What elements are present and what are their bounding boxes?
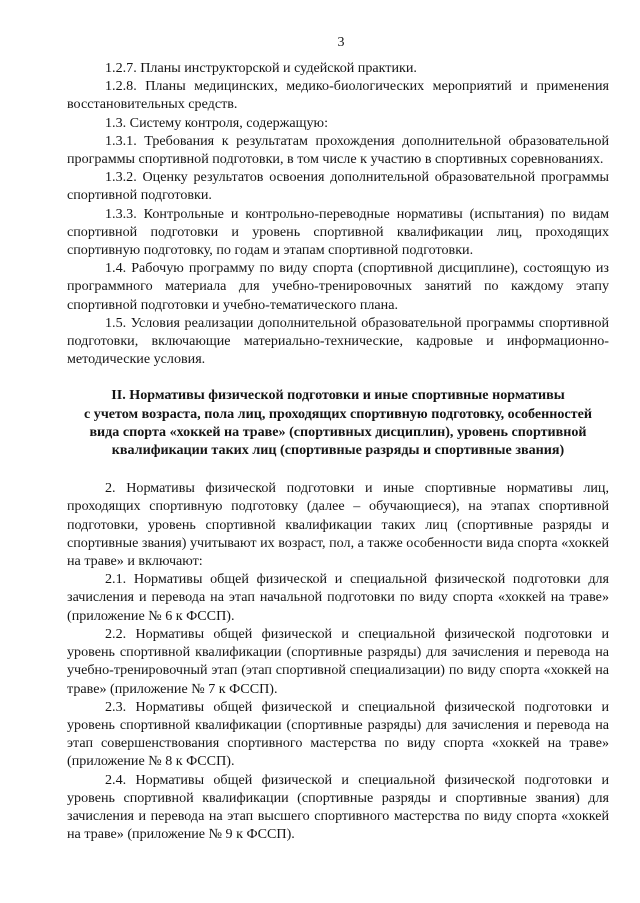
paragraph-1-2-8: 1.2.8. Планы медицинских, медико-биологических мероприятий и применения восстановительных средств. [67, 78, 609, 113]
paragraph-1-3-1: 1.3.1. Требования к результатам прохождения дополнительной образовательной программы спортивной подготовки, в том числе к участию в спортивных соревнованиях. [67, 132, 609, 168]
paragraph-2-3: 2.3. Нормативы общей физической и специальной физической подготовки и уровень спортивной квалификации (спортивные разряды) для зачисления и перевода на этап совершенствования спортивного мастерства по виду спорта «хоккей на траве» (приложение № 8 к ФССП). [67, 698, 609, 770]
paragraph-1-3-3: 1.3.3. Контрольные и контрольно-переводные нормативы (испытания) по видам спортивной подготовки и уровень спортивной квалификации лиц, проходящих спортивную подготовку, по годам и этапам спортивной подготовки. [67, 205, 609, 259]
paragraph-1-3: 1.3. Систему контроля, содержащую: [105, 114, 328, 131]
paragraph-2-1: 2.1. Нормативы общей физической и специальной физической подготовки для зачисления и перевода на этап начальной подготовки по виду спорта «хоккей на траве» (приложение № 6 к ФССП). [67, 571, 609, 624]
paragraph-1-5: 1.5. Условия реализации дополнительной образовательной программы спортивной подготовки, включающие материально-технические, кадровые и информационно-методические условия. [67, 314, 609, 368]
section-heading-line: с учетом возраста, пола лиц, проходящих спортивную подготовку, особенностей [84, 405, 592, 422]
page-number: 3 [337, 35, 345, 50]
paragraph-1-4: 1.4. Рабочую программу по виду спорта (спортивной дисциплине), состоящую из программного материала для учебно-тренировочных занятий по каждому этапу спортивной подготовки и учебно-тематического плана. [67, 260, 609, 313]
paragraph-1-2-7: 1.2.7. Планы инструкторской и судейской практики. [105, 60, 417, 76]
paragraph-2: 2. Нормативы физической подготовки и иные спортивные нормативы лиц, проходящих спортивную подготовку (далее – обучающиеся), на этапах спортивной подготовки, уровень спортивной квалификации таких лиц (спортивные разряды и спортивные звания) учитывают их возраст, пол, а также особенности вида спорта «хоккей на траве» и включают: [67, 480, 609, 570]
section-heading-line: вида спорта «хоккей на траве» (спортивных дисциплин), уровень спортивной [89, 423, 587, 440]
section-heading-line: квалификации таких лиц (спортивные разряды и спортивные звания) [111, 442, 565, 459]
section-heading-line: II. Нормативы физической подготовки и иные спортивные нормативы [111, 387, 565, 404]
document-body [67, 59, 609, 843]
paragraph-2-4: 2.4. Нормативы общей физической и специальной физической подготовки и уровень спортивной квалификации (спортивные разряды и спортивные звания) для зачисления и перевода на этап высшего спортивного мастерства по виду спорта «хоккей на траве» (приложение № 9 к ФССП). [67, 771, 609, 843]
paragraph-1-3-2: 1.3.2. Оценку результатов освоения дополнительной образовательной программы спортивной подготовки. [67, 169, 609, 204]
paragraph-2-2: 2.2. Нормативы общей физической и специальной физической подготовки и уровень спортивной квалификации (спортивные разряды) для зачисления и перевода на учебно-тренировочный этап (этап спортивной специализации) по виду спорта «хоккей на траве» (приложение № 7 к ФССП). [67, 625, 609, 697]
section-heading [67, 386, 609, 459]
